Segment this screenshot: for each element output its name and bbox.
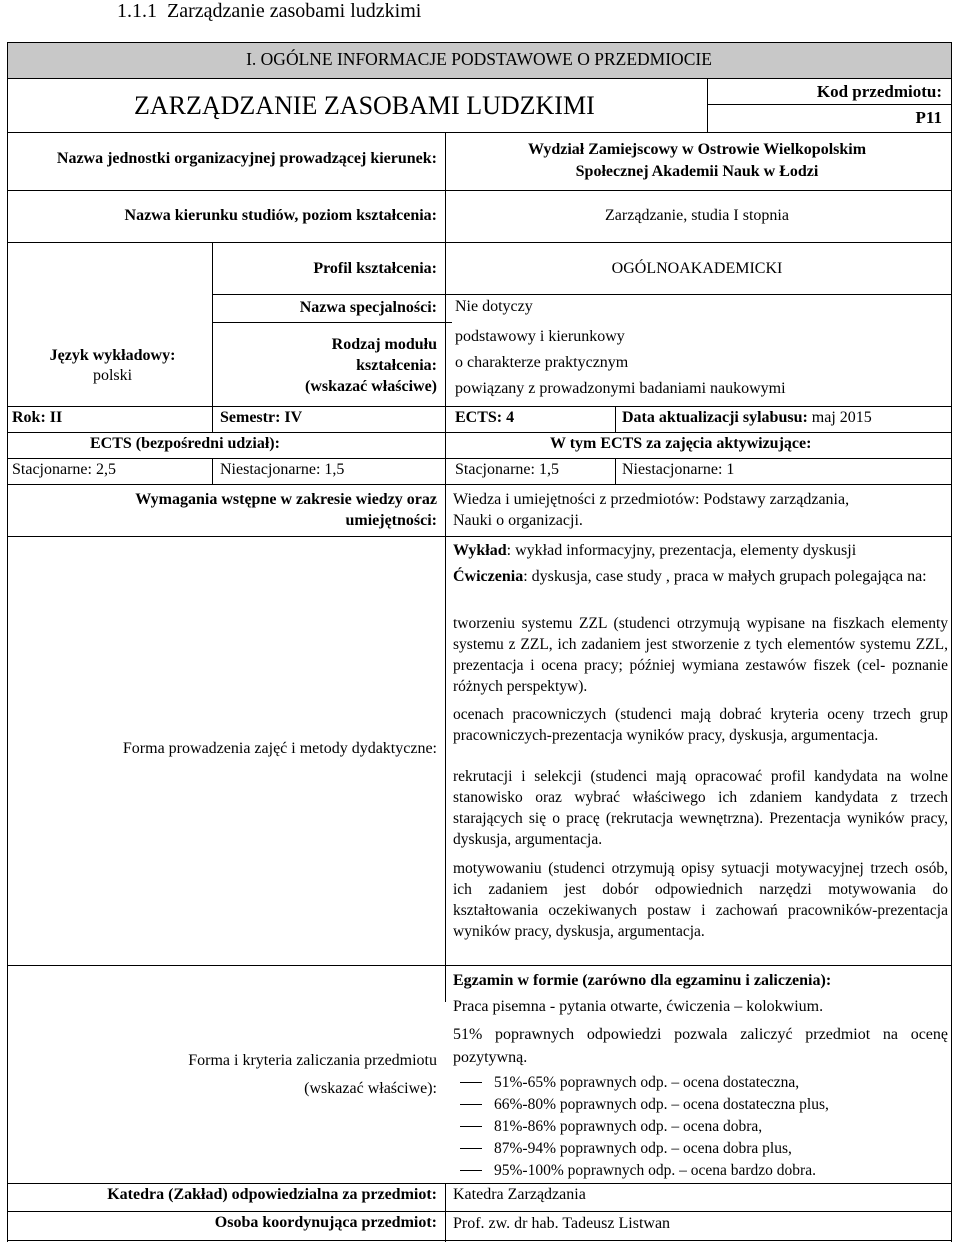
module-option: powiązany z prowadzonymi badaniami naukowymi xyxy=(455,380,786,397)
exam-line: Praca pisemna - pytania otwarte, ćwiczenia – kolokwium. xyxy=(453,998,824,1015)
ects: ECTS: 4 xyxy=(455,409,515,426)
specialty-label: Nazwa specjalności: xyxy=(299,299,437,316)
row-divider xyxy=(7,242,952,243)
exercise-item: tworzeniu systemu ZZL (studenci otrzymują wypisane na fiszkach elementy systemu z ZZL, ich zadaniem jest stworzenie z tych elementów systemu ZZL, prezentacja i ocena pracy; później wymiana zestawów fiszek (cel- poznanie różnych perspektyw). xyxy=(453,615,948,695)
subject-name: ZARZĄDZANIE ZASOBAMI LUDZKIMI xyxy=(134,91,595,120)
row-divider xyxy=(7,132,952,133)
assessment-label-2: (wskazać właściwe): xyxy=(304,1080,437,1097)
language-value: polski xyxy=(92,367,133,384)
col-divider xyxy=(615,406,616,432)
lecture-line xyxy=(453,540,948,561)
exercise-item: rekrutacji i selekcji (studenci mają opracować profil kandydata na wolne stanowisko oraz wybrać właściwego ich zdaniem kandydata z trzech starających się o pracę (rekrutacja wewnętrzna). Prezentacja wyników pracy, dyskusja, argumentacja. xyxy=(453,768,948,848)
module-label-1: Rodzaj modułu xyxy=(331,336,437,353)
table-border xyxy=(7,1240,952,1241)
specialty-value: Nie dotyczy xyxy=(455,298,533,315)
non-stationary-active: Niestacjonarne: 1 xyxy=(622,461,735,478)
unit-label: Nazwa jednostki organizacyjnej prowadzącej kierunek: xyxy=(56,150,437,167)
non-stationary-direct: Niestacjonarne: 1,5 xyxy=(220,461,345,478)
stationary-direct: Stacjonarne: 2,5 xyxy=(12,461,116,478)
department-value: Katedra Zarządzania xyxy=(453,1186,586,1203)
col-divider xyxy=(212,458,213,484)
row-divider xyxy=(7,965,952,966)
col-divider xyxy=(707,78,708,132)
col-divider xyxy=(615,458,616,484)
field-label: Nazwa kierunku studiów, poziom kształcenia: xyxy=(124,207,437,224)
profile-label: Profil kształcenia: xyxy=(313,260,437,277)
grade-item: 51%-65% poprawnych odp. – ocena dostateczna, xyxy=(494,1074,800,1091)
requirements-value-2: Nauki o organizacji. xyxy=(453,512,583,529)
row-divider xyxy=(707,104,952,105)
dash-icon xyxy=(460,1126,482,1127)
dash-icon xyxy=(460,1148,482,1149)
unit-value-2: Społecznej Akademii Nauk w Łodzi xyxy=(575,163,819,180)
requirements-value-1: Wiedza i umiejętności z przedmiotów: Podstawy zarządzania, xyxy=(453,491,850,508)
update-value: maj 2015 xyxy=(811,409,872,426)
section-heading: 1.1.1 Zarządzanie zasobami ludzkimi xyxy=(117,0,422,22)
col-divider xyxy=(445,1183,446,1242)
row-divider xyxy=(7,78,952,79)
exercise-item: motywowaniu (studenci otrzymują opisy sytuacji motywacyjnej trzech osób, ich zadaniem jest dobór odpowiednich narzędzi motywowania do kształtowania oczekiwanych postaw i zachowań pracowników-prezentacja wyników pracy, dyskusja, argumentacja. xyxy=(453,860,948,940)
col-divider xyxy=(212,406,213,432)
row-divider xyxy=(7,406,952,407)
exercise-bold: Ćwiczenia xyxy=(453,568,524,585)
row-divider xyxy=(212,322,452,323)
field-value: Zarządzanie, studia I stopnia xyxy=(605,207,789,224)
col-divider xyxy=(212,242,213,406)
dash-icon xyxy=(460,1170,482,1171)
requirements-label-1: Wymagania wstępne w zakresie wiedzy oraz xyxy=(135,491,437,508)
code-label: Kod przedmiotu: xyxy=(816,82,942,101)
module-label-3: (wskazać właściwe) xyxy=(305,378,437,395)
row-divider xyxy=(7,190,952,191)
exercise-line xyxy=(453,566,948,587)
lecture-bold: Wykład xyxy=(453,542,507,559)
row-divider xyxy=(212,294,952,295)
row-divider xyxy=(7,1183,952,1184)
exam-heading: Egzamin w formie (zarówno dla egzaminu i zaliczenia): xyxy=(453,972,832,989)
table-border xyxy=(7,42,952,43)
profile-value: OGÓLNOAKADEMICKI xyxy=(611,260,783,277)
grade-item: 87%-94% poprawnych odp. – ocena dobra plus, xyxy=(494,1140,792,1157)
exercise-item: ocenach pracowniczych (studenci mają dobrać kryteria oceny trzech grup pracowniczych-prezentacja wyników pracy, dyskusja, argumentacja. xyxy=(453,706,948,744)
requirements-label-2: umiejętności: xyxy=(345,512,437,529)
row-divider xyxy=(7,536,952,537)
grade-item: 95%-100% poprawnych odp. – ocena bardzo dobra. xyxy=(494,1162,816,1179)
row-divider xyxy=(7,458,952,459)
section-title: I. OGÓLNE INFORMACJE PODSTAWOWE O PRZEDMIOCIE xyxy=(7,42,951,78)
module-label-2: kształcenia: xyxy=(356,357,437,374)
forms-label: Forma prowadzenia zajęć i metody dydaktyczne: xyxy=(122,740,437,757)
semester: Semestr: IV xyxy=(220,409,303,426)
row-divider xyxy=(7,1211,952,1212)
assessment-label-1: Forma i kryteria zaliczania przedmiotu xyxy=(188,1052,437,1069)
unit-value-1: Wydział Zamiejscowy w Ostrowie Wielkopolskim xyxy=(527,141,867,158)
row-divider xyxy=(7,432,952,433)
code-value: P11 xyxy=(915,108,942,127)
grade-item: 66%-80% poprawnych odp. – ocena dostateczna plus, xyxy=(494,1096,829,1113)
grade-item: 81%-86% poprawnych odp. – ocena dobra, xyxy=(494,1118,763,1135)
row-divider xyxy=(7,484,952,485)
language-label: Język wykładowy: xyxy=(49,347,176,364)
update-date xyxy=(622,409,872,427)
col-divider xyxy=(445,132,446,1002)
coordinator-value: Prof. zw. dr hab. Tadeusz Listwan xyxy=(453,1215,671,1232)
update-label: Data aktualizacji sylabusu: xyxy=(622,409,808,426)
coordinator-label: Osoba koordynująca przedmiot: xyxy=(214,1214,437,1231)
ects-active-label: W tym ECTS za zajęcia aktywizujące: xyxy=(550,435,812,452)
exercise-text: : dyskusja, case study , praca w małych grupach polegająca na: xyxy=(523,568,927,585)
year: Rok: II xyxy=(12,409,63,426)
table-border xyxy=(7,42,8,1242)
lecture-text: : wykład informacyjny, prezentacja, elementy dyskusji xyxy=(506,542,857,559)
module-option: o charakterze praktycznym xyxy=(455,354,629,371)
table-border xyxy=(951,42,952,1242)
dash-icon xyxy=(460,1104,482,1105)
ects-direct-label: ECTS (bezpośredni udział): xyxy=(90,435,280,452)
dash-icon xyxy=(460,1082,482,1083)
department-label: Katedra (Zakład) odpowiedzialna za przedmiot: xyxy=(107,1186,437,1203)
stationary-active: Stacjonarne: 1,5 xyxy=(455,461,559,478)
exam-pass: 51% poprawnych odpowiedzi pozwala zaliczyć przedmiot na ocenę pozytywną. xyxy=(453,1026,948,1066)
module-option: podstawowy i kierunkowy xyxy=(455,328,625,345)
